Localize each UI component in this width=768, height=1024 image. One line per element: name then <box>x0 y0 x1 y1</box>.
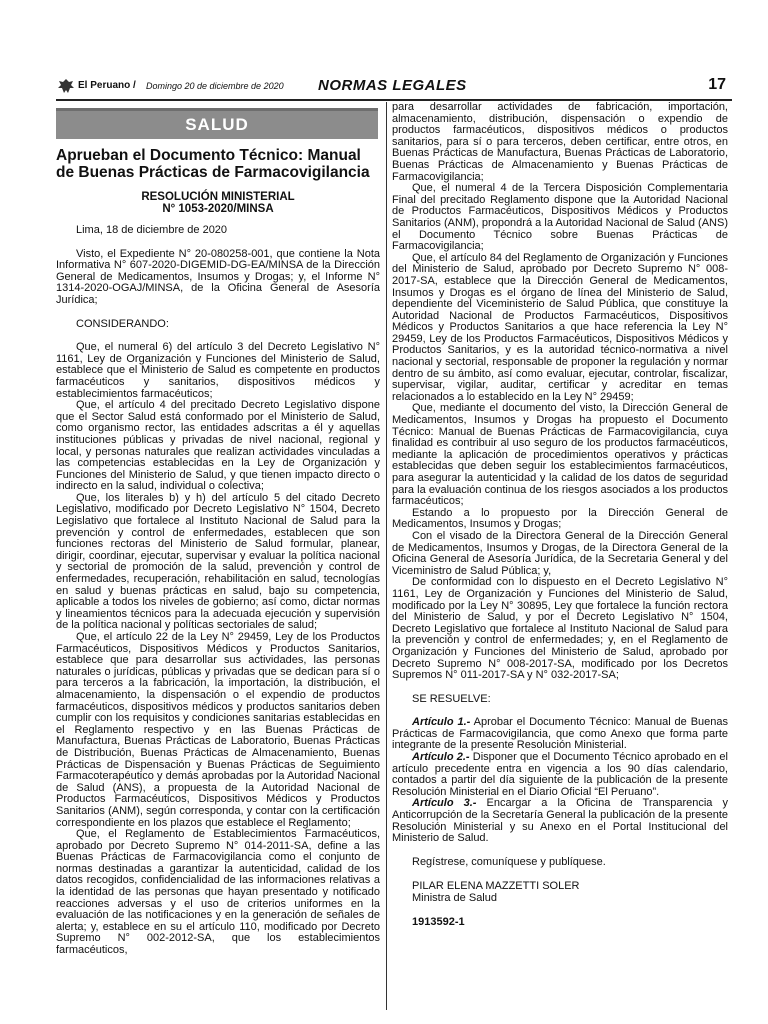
article-2-label: Artículo 2.- <box>412 751 470 764</box>
paragraph: Que, el artículo 84 del Reglamento de Organización y Funciones del Ministerio de Salud, aprobado por Decreto Supremo N° 008-2017-SA, establece que la Dirección General de Medicamentos, Insumos y Drogas es el órgano de línea del Ministerio de Salud, dependiente del Viceministerio de Salud Pública, que constituye la Autoridad Nacional de Productos Farmacéuticos, Dispositivos Médicos y Productos Sanitarios a que hace referencia la Ley N° 29459, Ley de los Productos Farmacéuticos, Dispositivos Médicos y Productos Sanitarios, y es la autoridad técnico-normativa a nivel nacional y sectorial, responsable de proponer la regulación y normar dentro de su ámbito, así como evaluar, ejecutar, controlar, fiscalizar, supervisar, vigilar, auditar, certificar y acreditar en temas relacionados a lo establecido en la Ley N° 29459; <box>392 251 728 403</box>
paragraph: Que, el numeral 4 de la Tercera Disposición Complementaria Final del precitado Reglamento dispone que la Autoridad Nacional de Productos Farmacéuticos, Dispositivos Médicos y Productos Sanitarios (ANM), propondrá a la Autoridad Nacional de Salud (ANS) el Documento Técnico sobre Buenas Prácticas de Farmacovigilancia; <box>392 182 728 253</box>
article-2-text: Disponer que el Documento Técnico aprobado en el artículo precedente entra en vigencia a los 90 días calendario, contados a partir del día siguiente de la publicación de la presente Resolución Ministerial en el Diario Oficial “El Peruano”. <box>392 751 728 798</box>
visto-paragraph: Visto, el Expediente N° 20-080258-001, que contiene la Nota Informativa N° 607-2020-DIGEMID-DG-EA/MINSA de la Dirección General de Medicamentos, Insumos y Drogas; y, el Informe N° 1314-2020-OGAJ/MINSA, de la Oficina General de Asesoría Jurídica; <box>56 247 380 306</box>
article-1-label: Artículo 1.- <box>412 716 471 729</box>
resolution-number: N° 1053-2020/MINSA <box>162 203 274 215</box>
article-1-text: Aprobar el Documento Técnico: Manual de Buenas Prácticas de Farmacovigilancia, que como Anexo que forma parte integrante de la presente Resolución Ministerial. <box>392 716 729 752</box>
paragraph: Estando a lo propuesto por la Dirección General de Medicamentos, Insumos y Drogas; <box>392 506 728 531</box>
resolution-type: RESOLUCIÓN MINISTERIAL <box>141 191 295 203</box>
section-banner: SALUD <box>56 108 378 139</box>
left-column <box>56 104 380 957</box>
right-column <box>392 102 728 928</box>
paragraph: Que, el artículo 4 del precitado Decreto Legislativo dispone que el Sector Salud está conformado por el Ministerio de Salud, como organismo rector, las entidades adscritas a él y aquellas instituciones públicas y privadas de nivel nacional, regional y local, y personas naturales que realizan actividades vinculadas a las competencias establecidas en la Ley de Organización y Funciones del Ministerio de Salud, y que tienen impacto directo o indirecto en la salud, individual o colectiva; <box>56 399 380 493</box>
page-number: 17 <box>708 76 726 93</box>
resolution-heading <box>56 191 380 215</box>
paragraph: De conformidad con lo dispuesto en el Decreto Legislativo N° 1161, Ley de Organización y Funciones del Ministerio de Salud, modificado por la Ley N° 30895, Ley que fortalece la función rectora del Ministerio de Salud, y por el Decreto Legislativo N° 1504, Decreto Legislativo que fortalece al Instituto Nacional de Salud para la prevención y control de enfermedades; y, en el Reglamento de Organización y Funciones del Ministerio de Salud, aprobado por Decreto Supremo N° 008-2017-SA, modificado por los Decretos Supremos N° 011-2017-SA y N° 032-2017-SA; <box>392 576 728 682</box>
section-title: NORMAS LEGALES <box>318 77 467 94</box>
paragraph: Con el visado de la Directora General de la Dirección General de Medicamentos, Insumos y Drogas, de la Directora General de la Oficina General de Asesoría Jurídica, de la Secretaria General y del Viceministro de Salud Pública; y, <box>392 529 728 577</box>
article-3-text: Encargar a la Oficina de Transparencia y Anticorrupción de la Secretaría General la publicación de la presente Resolución Ministerial y su Anexo en el Portal Institucional del Ministerio de Salud. <box>392 797 728 845</box>
paragraph: Que, los literales b) y h) del artículo 5 del citado Decreto Legislativo, modificado por Decreto Legislativo N° 1504, Decreto Legislativo que fortalece al Instituto Nacional de Salud para la prevención y control de enfermedades, establecen que son funciones rectoras del Ministerio de Salud formular, planear, dirigir, coordinar, ejecutar, supervisar y evaluar la política nacional y sectorial de promoción de la salud, prevención y control de enfermedades, recuperación, rehabilitación en salud, tecnologías en salud y buenas prácticas en salud, bajo su competencia, aplicable a todos los niveles de gobierno; así como, dictar normas y lineamientos técnicos para la adecuada ejecución y supervisión de la política nacional y políticas sectoriales de salud; <box>56 491 380 632</box>
paragraph: Que, mediante el documento del visto, la Dirección General de Medicamentos, Insumos y Drogas ha propuesto el Documento Técnico: Manual de Buenas Prácticas de Farmacovigilancia, cuya finalidad es contribuir al uso seguro de los productos farmacéuticos, mediante la aplicación de procedimientos operativos y prácticas establecidas que deben seguir los establecimientos farmacéuticos, para asegurar la autenticidad y la calidad de los datos de seguridad para la evaluación continua de los riesgos asociados a los productos farmacéuticos; <box>392 402 728 508</box>
article-1 <box>392 717 728 752</box>
article-2 <box>392 752 728 798</box>
signer-role: Ministra de Salud <box>412 892 497 905</box>
paragraph: Que, el numeral 6) del artículo 3 del Decreto Legislativo N° 1161, Ley de Organización y Funciones del Ministerio de Salud, establece que el Ministerio de Salud es competente en productos farmacéuticos y sanitarios, dispositivos médicos y establecimientos farmacéuticos; <box>56 341 380 400</box>
column-divider <box>386 102 387 1010</box>
closing-formula: Regístrese, comuníquese y publíquese. <box>412 855 606 868</box>
resolves-heading: SE RESUELVE: <box>412 692 491 705</box>
page-header <box>56 76 732 98</box>
paragraph: para desarrollar actividades de fabricación, importación, almacenamiento, distribución, dispensación o expendio de productos farmacéuticos, dispositivos médicos o productos sanitarios, para sí o para terceros, deben certificar, entre otros, en Buenas Prácticas de Manufactura, Buenas Prácticas de Laboratorio, Buenas Prácticas de Almacenamiento y Buenas Prácticas de Farmacovigilancia; <box>392 101 728 183</box>
document-title: Aprueban el Documento Técnico: Manual de Buenas Prácticas de Farmacovigilancia <box>56 147 370 181</box>
considerando-heading: CONSIDERANDO: <box>76 317 169 330</box>
document-code: 1913592-1 <box>412 916 465 929</box>
place-date: Lima, 18 de diciembre de 2020 <box>76 224 228 236</box>
publication-date: Domingo 20 de diciembre de 2020 <box>146 81 284 91</box>
article-3-label: Artículo 3.- <box>412 797 477 810</box>
coat-of-arms-icon <box>56 78 76 94</box>
article-3 <box>392 798 728 844</box>
paragraph: Que, el Reglamento de Establecimientos Farmacéuticos, aprobado por Decreto Supremo N° 014-2011-SA, define a las Buenas Prácticas de Farmacovigilancia como el conjunto de normas destinadas a garantizar la autenticidad, calidad de los datos recogidos, confidencialidad de las informaciones relativas a la identidad de las personas que hayan presentado y notificado reacciones adversas y el uso de criterios uniformes en la evaluación de las notificaciones y en la generación de señales de alerta; y, establece en su el artículo 110, modificado por Decreto Supremo N° 002-2012-SA, que los establecimientos farmacéuticos, <box>56 828 380 957</box>
paragraph: Que, el artículo 22 de la Ley N° 29459, Ley de los Productos Farmacéuticos, Dispositivos Médicos y Productos Sanitarios, establece que para desarrollar sus actividades, las personas naturales o jurídicas, públicas y privadas que se dedican para sí o para terceros a la fabricación, la importación, la distribución, el almacenamiento, la dispensación o el expendio de productos farmacéuticos, dispositivos médicos y productos sanitarios deben cumplir con los requisitos y condiciones sanitarias establecidas en el Reglamento respectivo y en las Buenas Prácticas de Manufactura, Buenas Prácticas de Laboratorio, Buenas Prácticas de Distribución, Buenas Prácticas de Almacenamiento, Buenas Prácticas de Dispensación y Buenas Prácticas de Seguimiento Farmacoterapéutico y demás aprobadas por la Autoridad Nacional de Salud (ANS), a propuesta de la Autoridad Nacional de Productos Farmacéuticos, Dispositivos Médicos y Productos Sanitarios (ANM), según corresponda, y contar con la certificación correspondiente en los plazos que establece el Reglamento; <box>56 631 380 829</box>
signer-name: PILAR ELENA MAZZETTI SOLER <box>412 880 580 893</box>
newspaper-name: El Peruano / <box>78 80 136 91</box>
